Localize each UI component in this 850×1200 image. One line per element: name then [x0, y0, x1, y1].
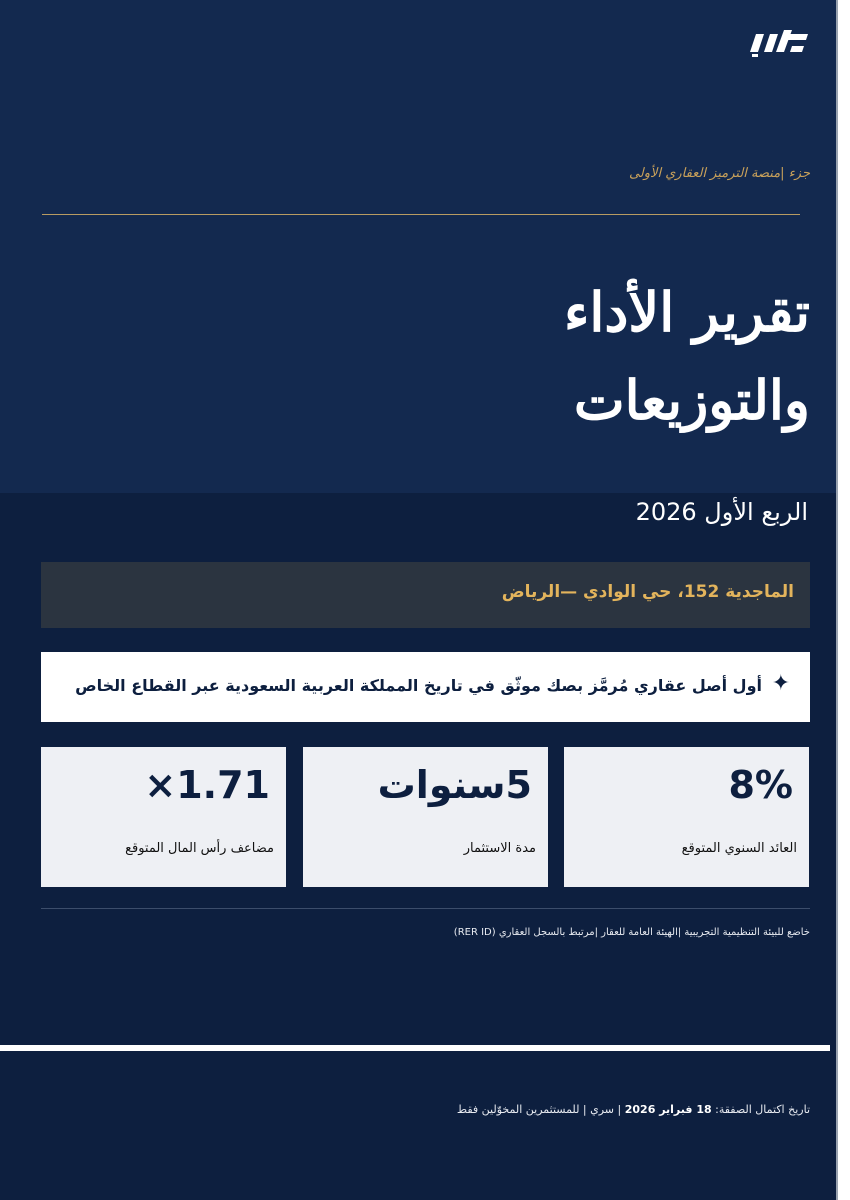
page-edge — [836, 0, 838, 1200]
metric-value: 1.71× — [144, 763, 270, 807]
property-location: الماجدية 152، حي الوادي —الرياض — [501, 582, 794, 602]
location-band — [41, 562, 810, 628]
section-divider — [41, 908, 810, 909]
metric-value: 5سنوات — [377, 763, 532, 807]
hero-section — [0, 0, 836, 493]
footer-note — [457, 1103, 810, 1116]
regulatory-note: خاضع للبيئة التنظيمية التجريبية |الهيئة العامة للعقار |مرتبط بالسجل العقاري (RER ID) — [453, 927, 810, 938]
metric-label: مضاعف رأس المال المتوقع — [125, 841, 274, 856]
series-kicker: جزء |منصة الترميز العقاري الأولى — [628, 166, 810, 181]
metric-label: مدة الاستثمار — [463, 841, 536, 856]
completion-date: 18 فبراير 2026 — [624, 1103, 712, 1116]
title-line-2: والتوزيعات — [573, 368, 810, 432]
report-title — [210, 268, 810, 444]
footer-divider — [0, 1045, 830, 1051]
metric-label: العائد السنوي المتوقع — [681, 841, 797, 856]
metric-card-annual-yield — [564, 747, 809, 887]
metric-card-investment-term — [303, 747, 548, 887]
sparkle-icon: ✦ — [771, 671, 790, 696]
gold-divider — [42, 214, 800, 215]
title-line-1: تقرير الأداء — [563, 280, 810, 344]
metric-value: 8% — [728, 763, 793, 807]
confidential-note: | سري | للمستثمرين المخوّلين فقط — [456, 1103, 622, 1116]
claim-text: أول أصل عقاري مُرمَّز بصك موثّق في تاريخ المملكة العربية السعودية عبر القطاع الخاص — [75, 676, 762, 695]
brand-logo-icon — [746, 24, 812, 60]
completion-label: تاريخ اكتمال الصفقة: — [715, 1103, 810, 1116]
report-period: الربع الأول 2026 — [635, 498, 808, 526]
claim-box — [41, 652, 810, 722]
metric-card-capital-multiple — [41, 747, 286, 887]
